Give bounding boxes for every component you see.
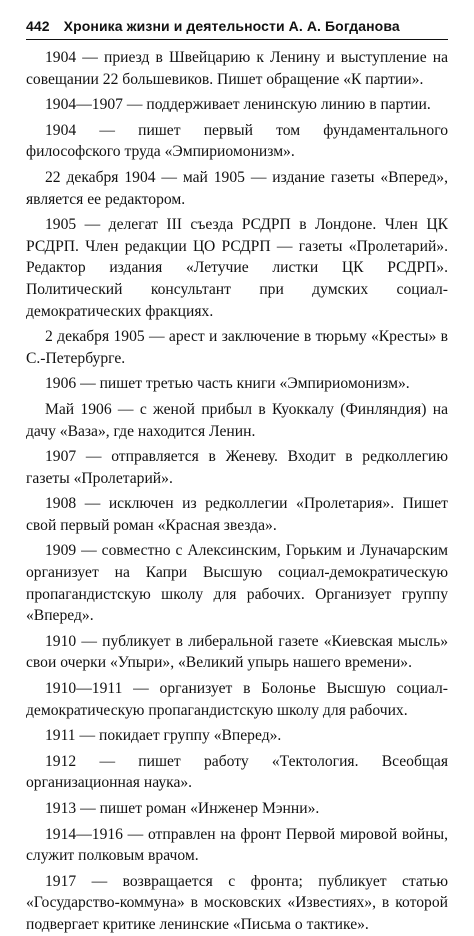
chronicle-entry: 1911 — покидает группу «Вперед».	[45, 727, 282, 745]
chronicle-entry: 2 декабря 1905 — арест и заключение в тюрьму «Кресты» в С.-Петербурге.	[26, 328, 448, 367]
chronicle-entry: 1905 — делегат III съезда РСДРП в Лондоне. Член ЦК РСДРП. Член редакции ЦО РСДРП — газеты «Пролетарий». Редактор издания «Летучие листки ЦК РСДРП». Политический консультант при думских социал-демократических фракциях.	[26, 216, 448, 320]
chronicle-entry: 1904—1907 — поддерживает ленинскую линию в партии.	[45, 96, 431, 114]
chronicle-entry: 1908 — исключен из редколлегии «Пролетария». Пишет свой первый роман «Красная звезда».	[26, 495, 448, 534]
chronicle-entry: 1913 — пишет роман «Инженер Мэнни».	[45, 800, 320, 817]
chronicle-entry: 1914—1916 — отправлен на фронт Первой мировой войны, служит полковым врачом.	[26, 825, 448, 865]
chronicle-entry: 1906 — пишет третью часть книги «Эмпириомонизм».	[45, 375, 410, 393]
chronicle-entries	[26, 47, 448, 936]
page-number: 442	[26, 18, 50, 34]
chronicle-entry: 1917 — возвращается с фронта; публикует статью «Государство-коммуна» в московских «Известиях», в которой подвергает критике ленинские «Письма о тактике».	[26, 872, 448, 933]
chronicle-entry: 1909 — совместно с Алексинским, Горьким и Луначарским организует на Капри Высшую социал-демократическую пропагандистскую школу для рабочих. Организует группу «Вперед».	[26, 542, 448, 625]
chronicle-entry: 1904 — пишет первый том фундаментального философского труда «Эмпириомонизм».	[26, 121, 448, 161]
chronicle-entry: Май 1906 — с женой прибыл в Куоккалу (Финляндия) на дачу «Ваза», где находится Ленин.	[26, 400, 448, 440]
chronicle-entry: 1904 — приезд в Швейцарию к Ленину и выступление на совещании 22 большевиков. Пишет обращение «К партии».	[26, 49, 448, 88]
chronicle-entry: 22 декабря 1904 — май 1905 — издание газеты «Вперед», является ее редактором.	[26, 168, 448, 208]
chronicle-entry: 1910—1911 — организует в Болонье Высшую социал-демократическую пропагандистскую школу для рабочих.	[26, 680, 448, 719]
page-header	[26, 18, 448, 40]
chronicle-entry: 1907 — отправляется в Женеву. Входит в редколлегию газеты «Пролетарий».	[26, 448, 448, 487]
chronicle-entry: 1912 — пишет работу «Тектология. Всеобщая организационная наука».	[26, 752, 448, 792]
chronicle-entry: 1910 — публикует в либеральной газете «Киевская мысль» свои очерки «Упыри», «Великий упырь нашего времени».	[26, 632, 448, 672]
running-title: Хроника жизни и деятельности А. А. Богданова	[63, 18, 400, 34]
